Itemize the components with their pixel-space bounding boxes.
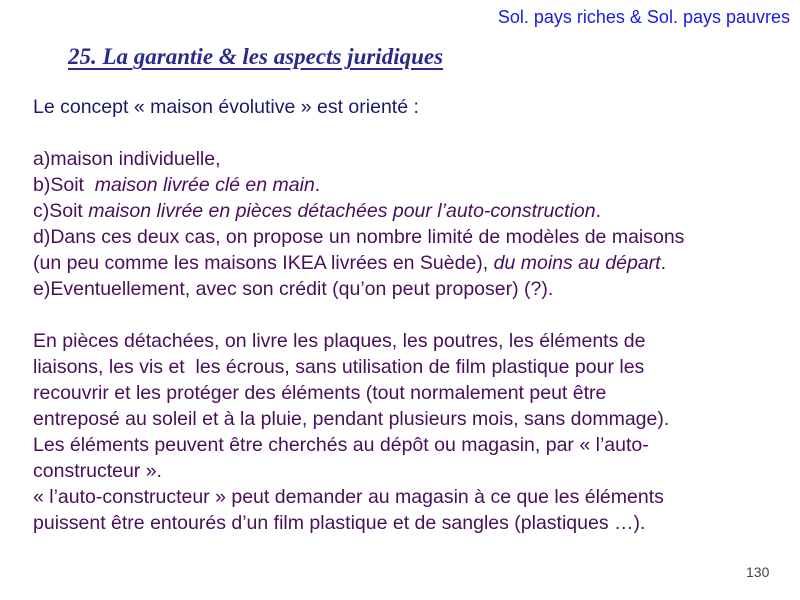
spacer bbox=[33, 302, 793, 328]
header-poor-countries: Sol. pays pauvres bbox=[646, 7, 790, 27]
list-item-d-line1: d)Dans ces deux cas, on propose un nombre limité de modèles de maisons bbox=[33, 226, 685, 248]
paragraph-line: entreposé au soleil et à la pluie, pendant plusieurs mois, sans dommage). bbox=[33, 408, 670, 430]
list-item-c-suffix: . bbox=[595, 200, 601, 222]
list-item-e: e)Eventuellement, avec son crédit (qu’on peut proposer) (?). bbox=[33, 278, 554, 300]
list-item-b-suffix: . bbox=[314, 174, 321, 196]
list-item-a: a)maison individuelle, bbox=[33, 148, 221, 170]
list-item-b-italic: maison livrée clé en main bbox=[94, 174, 315, 196]
list-item-d-line2 bbox=[33, 250, 793, 276]
header-sections bbox=[498, 7, 790, 28]
list-item-c-prefix: c)Soit bbox=[33, 200, 89, 222]
header-rich-countries: Sol. pays riches bbox=[497, 7, 625, 27]
paragraph-line: « l’auto-constructeur » peut demander au magasin à ce que les éléments bbox=[33, 486, 664, 508]
paragraph-line: En pièces détachées, on livre les plaques, les poutres, les éléments de bbox=[33, 330, 646, 352]
header-separator: & bbox=[624, 7, 647, 27]
list-item-d-prefix: (un peu comme les maisons IKEA livrées en Suède), bbox=[33, 252, 494, 274]
list-item-b-prefix: b)Soit bbox=[33, 174, 95, 196]
paragraph-line: liaisons, les vis et les écrous, sans utilisation de film plastique pour les bbox=[33, 356, 645, 378]
list-item-c bbox=[33, 198, 793, 224]
paragraph-line: puissent être entourés d’un film plastique et de sangles (plastiques …). bbox=[33, 512, 646, 534]
slide-body bbox=[33, 94, 793, 536]
list-item-b bbox=[33, 172, 793, 198]
paragraph-line: recouvrir et les protéger des éléments (tout normalement peut être bbox=[33, 382, 607, 404]
list-item-c-italic: maison livrée en pièces détachées pour l’auto-construction bbox=[88, 200, 596, 222]
list-item-d-italic: du moins au départ bbox=[493, 252, 661, 274]
spacer bbox=[33, 120, 793, 146]
paragraph-line: constructeur ». bbox=[33, 460, 162, 482]
page-number: 130 bbox=[746, 564, 770, 580]
intro-line: Le concept « maison évolutive » est orienté : bbox=[33, 96, 419, 118]
slide-title: 25. La garantie & les aspects juridiques bbox=[68, 44, 444, 69]
list-item-d-suffix: . bbox=[660, 252, 667, 274]
paragraph-line: Les éléments peuvent être cherchés au dépôt ou magasin, par « l’auto- bbox=[33, 434, 649, 456]
